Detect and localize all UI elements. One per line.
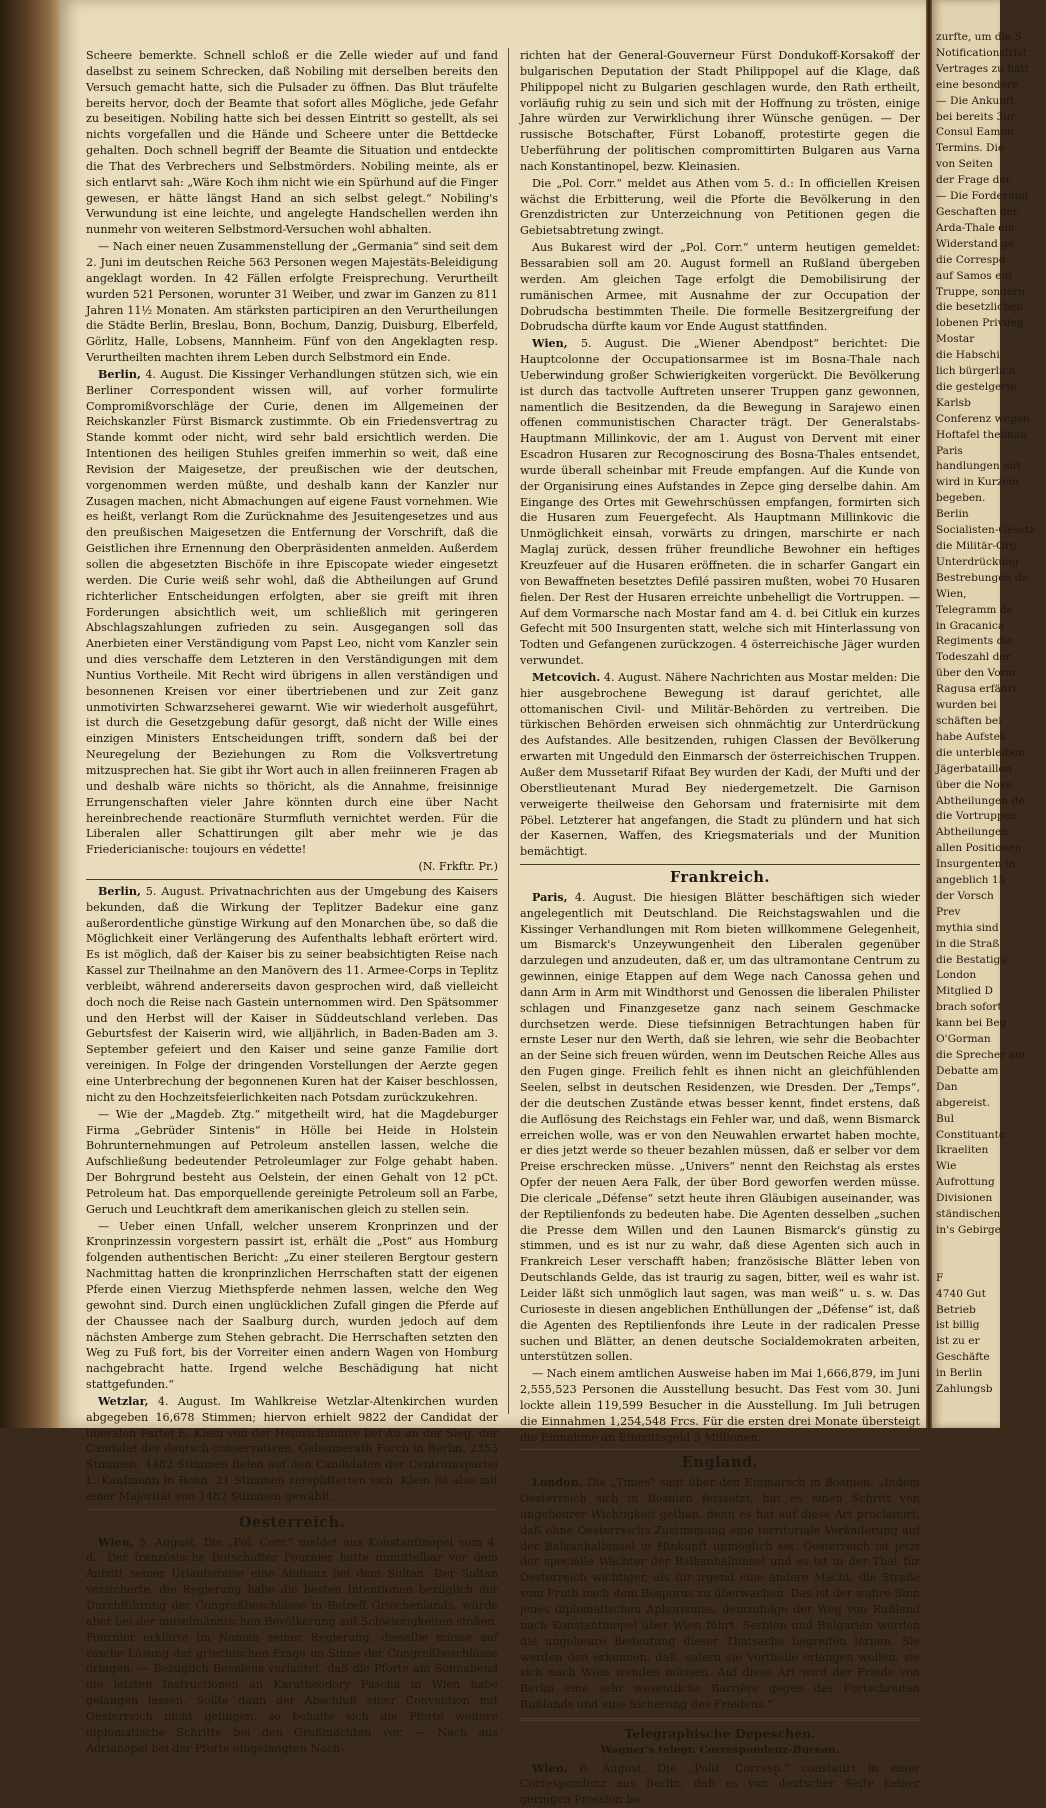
neighbor-line: O'Gorman: [936, 1033, 991, 1046]
neighbor-line: die Militär-Org: [936, 540, 1017, 552]
paragraph-text: Scheere bemerkte. Schnell schloß er die Zelle wieder auf und fand daselbst zu seinem Schrecken, daß Nobiling mit derselben bereits den Versuch gemacht hatte, sich die Pulsader zu öffnen. Das Blut träufelte bereits hervor, doch der Beamte that sofort alles Mögliche, jede Gefahr zu beseitigen. Nobiling hatte sich bei dessen Eintritt so gestellt, als sei nichts vorgefallen und die Hände und Scheere unter die Bettdecke gehalten. Doch schnell begriff der Beamte die Situation und entdeckte die That des Verbrechers und Selbstmörders. Nobiling meinte, als er sich entlarvt sah: „Wäre Koch ihm nicht wie ein Spürhund auf die Finger gewesen, er hätte längst Hand an sich selbst gelegt.“ Nobiling's Verwundung ist eine leichte, und angelegte Handschellen werden ihn nunmehr von weiteren Selbstmord-Versuchen wohl abhalten.: [86, 49, 498, 237]
section-rule: [520, 1718, 920, 1721]
neighbor-line: Wien,: [936, 587, 967, 600]
neighbor-line: angeblich 15: [936, 874, 1006, 887]
dateline: London.: [532, 1476, 583, 1490]
right-column: [520, 48, 920, 1807]
neighbor-line: ständischen: [936, 1208, 1001, 1221]
neighbor-page-edge: [932, 0, 1035, 1428]
neighbor-line: über den Vorm: [936, 667, 1016, 680]
column-rule: [508, 48, 509, 1414]
neighbor-line: 4740 Gut: [936, 1287, 986, 1300]
neighbor-line: Geschäfte: [936, 1351, 990, 1364]
source-citation: [86, 859, 498, 875]
neighbor-line: Paris: [936, 444, 963, 457]
neighbor-line: die Bestatigu: [936, 953, 1008, 966]
neighbor-line: — Die Forderung: [936, 190, 1029, 203]
neighbor-line: Telegramm de: [936, 603, 1013, 616]
neighbor-line: — Die Ankunft: [936, 94, 1015, 107]
neighbor-line: Truppe, sondern: [936, 285, 1026, 298]
article-paragraph: [86, 1394, 498, 1505]
neighbor-line: Ragusa erfährt: [936, 683, 1017, 696]
neighbor-line: habe Aufstell: [936, 730, 1007, 743]
neighbor-line: ist billig: [936, 1319, 980, 1332]
section-rule: [86, 879, 498, 880]
paragraph-text: — Nach einer neuen Zusammenstellung der „Germania“ sind seit dem 2. Juni im deutschen Reiche 563 Personen wegen Majestäts-Beleidigung angeklagt worden. In 42 Fällen erfolgte Freisprechung. Verurtheilt wurden 521 Personen, worunter 31 Weiber, und zwar im Ganzen zu 811 Jahren 11½ Monaten. Am stärksten participiren an den Verurtheilungen die Städte Berlin, Breslau, Bonn, Bochum, Danzig, Duisburg, Elberfeld, Görlitz, Halle, Lobsens, Mannheim. Fünf von den Angeklagten resp. Verurtheilten machten ihrem Leben durch Selbstmord ein Ende.: [86, 240, 498, 365]
article-paragraph: [86, 1107, 498, 1218]
neighbor-line: die Habschi: [936, 349, 1000, 362]
neighbor-line: Widerstand ge: [936, 237, 1015, 250]
neighbor-line: in's Gebirge: [936, 1223, 1001, 1236]
paragraph-text: Die „Pol. Corr.“ meldet aus Athen vom 5. d.: In officiellen Kreisen wächst die Erbitterung, weil die Pforte die Bevölkerung in den Grenzdistricten zur Unterzeichnung von Petitionen gegen die Gebietsabtretung zwingt.: [520, 176, 920, 238]
article-paragraph: [86, 1535, 498, 1757]
neighbor-line: Berlin: [936, 508, 969, 521]
article-paragraph: [86, 48, 498, 238]
section-rule: [520, 864, 920, 865]
neighbor-line: Todeszahl der: [936, 651, 1011, 664]
paragraph-text: (N. Frkftr. Pr.): [418, 860, 498, 874]
article-paragraph: [86, 884, 498, 1106]
neighbor-line: Prev: [936, 905, 961, 918]
neighbor-line: London: [936, 969, 977, 982]
neighbor-line: Geschaften der: [936, 205, 1018, 218]
paragraph-text: 5. August. Die „Pol. Corr.“ meldet aus Konstantinopel vom 4. d.: Der französische Botschafter Fournier hatte unmittelbar vor dem Antritt seiner Urlaubsreise eine Audienz bei dem Sultan. Der Sultan versicherte, die Regierung habe die besten Intentionen bezüglich der Durchführung der Congreßbeschlüsse in Betreff Griechenlands, würde aber bei der muselmännischen Bevölkerung auf Schwierigkeiten stoßen. Fournier erklärte im Namen seiner Regierung, dieselbe müsse auf rasche Lösung der griechischen Frage im Sinne der Congreßbeschlüsse dringen. — Bezüglich Bosniens verlautet, daß die Pforte am Sonnabend die letzten Instructionen an Karatheodory Pascha in Wien habe gelangen lassen. Sollte dann der Abschluß einer Convention mit Oesterreich nicht gelingen, so behalte sich die Pforte weitere diplomatische Schritte bei den Großmächten vor. — Nach aus Adrianopel bei der Pforte eingelangten Nach-: [86, 1535, 498, 1755]
neighbor-line: in Berlin: [936, 1367, 983, 1380]
paragraph-text: 6. August. Die „Polit. Corresp.“ constatirt in einer Correspondenz aus Berlin, daß es von deutscher Seite keiner geringen Pression be: [520, 1761, 920, 1807]
newspaper-page: [60, 0, 926, 1807]
neighbor-line: Mostar: [936, 333, 975, 346]
neighbor-line: brach sofort: [936, 1001, 1002, 1014]
article-paragraph: [520, 1475, 920, 1713]
dateline: Paris,: [532, 890, 568, 904]
neighbor-line: Termins. Die: [936, 142, 1005, 155]
neighbor-line: Hoftafel theilnah: [936, 428, 1028, 441]
neighbor-line: Notificationsfrist: [936, 46, 1027, 59]
neighbor-line: Debatte am: [936, 1064, 999, 1077]
paragraph-text: 5. August. Privatnachrichten aus der Umgebung des Kaisers bekunden, daß die Wirkung der Teplitzer Badekur eine ganz außerordentliche günstige Wirkung auf den Monarchen übe, so daß die Möglichkeit einer Verlängerung des Aufenthalts lebhaft erörtert wird. Es ist möglich, daß der Kaiser bis zu seiner beabsichtigten Reise nach Kassel zur Theilnahme an den Manövern des 11. Armee-Corps in Teplitz verbleibt, während andererseits davon gesprochen wird, daß vielleicht doch noch die Reise nach Gastein unternommen wird. Den Spätsommer und den Herbst will der Kaiser in Süddeutschland verleben. Das Geburtsfest der Kaiserin wird, wie alljährlich, in Baden-Baden am 3. September gefeiert und den Kaiser und seine ganze Familie dort vereinigen. In Folge der dringenden Vorstellungen der Aerzte gegen eine Unterbrechung der begonnenen Kuren hat der Kaiser beschlossen, nicht zu den Hochzeitsfeierlichkeiten nach Potsdam zurückzukehren.: [86, 884, 498, 1104]
neighbor-line: Jägerbataillon: [936, 762, 1012, 775]
paragraph-text: Aus Bukarest wird der „Pol. Corr.“ unterm heutigen gemeldet: Bessarabien soll am 20. August formell an Rußland übergeben werden. Am gleichen Tage erfolgt die Demobilisirung der rumänischen Armee, mit Ausnahme der zur Occupation der Dobrudscha bestimmten Theile. Die formelle Besitzergreifung der Dobrudscha dürfte kaum vor Ende August stattfinden.: [520, 241, 920, 334]
telegram-heading: Telegraphische Depeschen.: [624, 1725, 816, 1741]
neighbor-line: Zahlungsb: [936, 1383, 993, 1396]
paragraph-text: Die „Times“ sagt über den Einmarsch in Bosnien: „Indem Oesterreich sich in Bosnien festsetzt, hat es einen Schritt von ungeheurer Wichtigkeit gethan, denn es hat auf diese Art proclamirt, daß ohne Oesterreichs Zustimmung eine territoriale Veränderung auf der Balkanhalbinsel in Hinkunft unmöglich sei. Oesterreich ist jetzt der specielle Wächter der Balkanhalbinsel und es ist in der That für Oesterreich wichtiger, als für irgend eine andere Macht, die Straße vom Pruth nach dem Bosporus zu überwachen. Das ist der wahre Sinn jenes diplomatischen Aphorismus, demzufolge der Weg von Rußland nach Konstantinopel über Wien führt. Serbien und Bulgarien werden die ungeheure Bedeutung dieser Thatsache begreifen lernen. Sie werden den erkennen, daß, sofern sie Vortheile erlangen wollen, sie sich nach Wien wenden müssen. Auf diese Art wird der Friede von Berlin eine sehr wesentliche Barrière gegen das Fortschreiten Rußlands und eine Sicherung des Friedens.“: [520, 1476, 920, 1712]
neighbor-line: Ikraeliten: [936, 1144, 989, 1157]
neighbor-line: Arda-Thale ein: [936, 221, 1015, 234]
neighbor-line: Abtheilungen de: [936, 794, 1025, 807]
neighbor-line: Abtheilungen: [936, 826, 1009, 839]
telegram-bureau: Wagner's telegr. Correspondenz-Bureau.: [600, 1743, 840, 1756]
neighbor-line: lobenen Privileg: [936, 317, 1024, 330]
paragraph-text: 4. August. Nähere Nachrichten aus Mostar melden: Die hier ausgebrochene Bewegung ist darauf gerichtet, alle ottomanischen Civil- und Militär-Behörden zu vertreiben. Die türkischen Behörden erweisen sich ohnmächtig zur Unterdrückung des Aufstandes. Alle besitzenden, ruhigen Classen der Bevölkerung erwarten mit Ungeduld den Einmarsch der österreichischen Truppen. Außer dem Mussetarif Rifaat Bey wurden der Kadi, der Mufti und der Oberstlieutenant Murad Bey niedergemetzelt. Die Garnison verweigerte theilweise den Gehorsam und fraternisirte mit dem Pöbel. Letzterer hat angefangen, die Stadt zu plündern und hat sich der Kasernen, Waffen, des Kriegsmaterials und der Munition bemächtigt.: [520, 670, 920, 859]
section-heading: Frankreich.: [670, 869, 770, 887]
neighbor-line: bei bereits 3ur: [936, 110, 1016, 123]
neighbor-line: begeben.: [936, 492, 986, 505]
book-spine: [0, 0, 60, 1428]
neighbor-line: kann bei Beg: [936, 1017, 1007, 1030]
article-paragraph: [520, 176, 920, 239]
neighbor-line: die Sprecher am: [936, 1049, 1025, 1061]
neighbor-line: ist zu er: [936, 1335, 980, 1348]
article-paragraph: [520, 1366, 920, 1445]
neighbor-line: der Vorsch: [936, 889, 994, 902]
neighbor-line: auf Samos ein: [936, 269, 1012, 282]
dateline: Metcovich.: [532, 670, 601, 684]
neighbor-line: Insurgenten in: [936, 858, 1016, 871]
neighbor-line: Divisionen: [936, 1192, 993, 1205]
neighbor-line: abgereist.: [936, 1096, 990, 1109]
article-paragraph: [86, 367, 498, 858]
neighbor-line: über die Nove: [936, 778, 1013, 791]
article-paragraph: [520, 670, 920, 860]
neighbor-line: Dan: [936, 1080, 958, 1093]
neighbor-line: Aufrottung: [936, 1176, 995, 1189]
neighbor-line: die gestelgerte: [936, 380, 1017, 393]
section-heading: Oesterreich.: [238, 1513, 346, 1531]
neighbor-line: in Gracanica: [936, 619, 1005, 632]
neighbor-line: zurfte, um die S: [936, 31, 1022, 43]
article-paragraph: [520, 336, 920, 669]
neighbor-line: die unterbleiben: [936, 746, 1025, 759]
neighbor-line: Karlsb: [936, 396, 971, 409]
neighbor-line: Regiments die: [936, 635, 1014, 648]
section-heading: England.: [681, 1454, 759, 1472]
neighbor-line: wurden bei: [936, 699, 997, 712]
paragraph-text: 4. August. Die Kissinger Verhandlungen stützen sich, wie ein Berliner Correspondent wissen will, auf vorher formulirte Compromißvorschläge der Curie, denen im Allgemeinen der Reichskanzler Fürst Bismarck zustimmte. Ob ein Friedensvertrag zu Stande kommt oder nicht, wird sehr bald ersichtlich werden. Die Intentionen des heiligen Stuhles greifen immerhin so weit, daß eine Revision der Maigesetze, der preußischen wie der deutschen, vorgenommen werden müßte, und deshalb kann der Kanzler nur Zusagen machen, nicht Abmachungen auf eigene Faust vornehmen. Wie es heißt, verlangt Rom die Zurücknahme des Jesuitengesetzes und aus den preußischen Maigesetzen die Entfernung der Vorschrift, daß die Geistlichen ihre Ernennung den Oberpräsidenten anmelden. Außerdem sollen die abgesetzten Bischöfe in ihre Episcopate wieder eingesetzt werden. Die Curie weiß sehr wohl, daß die Abtheilungen auf Grund richterlicher Entscheidungen erfolgten, aber sie greift mit ihren Forderungen absichtlich weit, um schließlich mit geringeren Abschlagszahlungen zufrieden zu sein. Ausgegangen soll das Anerbieten einer Verständigung vom Papst Leo, nicht vom Kanzler sein und dies verschaffe dem Letzteren in den Verständigungen mit dem Nuntius Vortheile. Mit Recht wird übrigens in allen verständigen und besonnenen Kreisen vor einer übertriebenen und zur Zeit ganz unmotivirten Schwarzseherei gewarnt. Wie wir wiederholt ausgeführt, ist durch die Gesetzgebung dafür gesorgt, daß nicht der Wille eines einzigen Ministers Entscheidungen trifft, sondern daß bei der Neuregelung der Beziehungen zu Rom die Volksvertretung mitzusprechen hat. Sie gibt ihr Wort auch in allen freiinneren Fragen ab und deshalb wäre nichts so thöricht, als die Annahme, freisinnige Errungenschaften vieler Jahre könnten durch eine über Nacht hereinbrechende reactionäre Sturmfluth vernichtet werden. Für die Liberalen aller Schattirungen gilt aber mehr wie je das Friedericianische: toujours en védette!: [86, 367, 498, 857]
neighbor-line: in die Straß: [936, 937, 1000, 950]
dateline: Wien,: [98, 1535, 134, 1549]
neighbor-line: Mitglied D: [936, 985, 993, 998]
neighbor-line: allen Positionen: [936, 842, 1022, 855]
section-rule: [86, 1509, 498, 1510]
neighbor-line: lich bürgerlich: [936, 365, 1016, 378]
neighbor-line: Unterdrückung: [936, 555, 1019, 568]
paragraph-text: — Wie der „Magdeb. Ztg.“ mitgetheilt wird, hat die Magdeburger Firma „Gebrüder Sintenis“ in Hölle bei Heide in Holstein Bohrunternehmungen auf Petroleum anstellen lassen, welche die Aufschließung bedeutender Petroleumlager zur Folge gehabt haben. Der Bohrgrund besteht aus Oelstein, der einen Gehalt von 12 pCt. Petroleum hat. Das emporquellende gereinigte Petroleum soll an Farbe, Geruch und Leuchtkraft dem amerikanischen gleich zu stellen sein.: [86, 1107, 498, 1216]
neighbor-column-text: [936, 30, 1046, 1398]
neighbor-line: die besetzlichen: [936, 301, 1024, 314]
paragraph-text: — Nach einem amtlichen Ausweise haben im Mai 1,666,879, im Juni 2,555,523 Personen die Ausstellung besucht. Das Fest vom 30. Juni lockte allein 119,599 Besucher in die Ausstellung. Im Juli betrugen die Einnahmen 1,254,548 Frcs. Für die ersten drei Monate übersteigt die Einnahme an Eintrittsgeld 5 Millionen.: [520, 1367, 920, 1444]
paragraph-text: richten hat der General-Gouverneur Fürst Dondukoff-Korsakoff der bulgarischen Deputation der Stadt Philippopel auf die Klage, daß Philippopel nicht zu Bulgarien geschlagen wurde, den Rath ertheilt, vorläufig ruhig zu sein und sich mit der Hoffnung zu trösten, einige Jahre würden zur Verwirklichung ihrer Wünsche genügen. — Der russische Botschafter, Fürst Lobanoff, protestirte gegen die Ueberführung der politischen compromittirten Bulgaren aus Varna nach Konstantinopel, bezw. Kleinasien.: [520, 49, 920, 173]
neighbor-line: Bul: [936, 1112, 954, 1125]
neighbor-line: Conferenz wegen: [936, 412, 1030, 425]
neighbor-line: handlungen mit: [936, 460, 1021, 473]
paragraph-text: 4. August. Die hiesigen Blätter beschäftigen sich wieder angelegentlich mit Deutschland. Die Reichstagswahlen und die Kissinger Verhandlungen mit Rom bieten willkommene Gelegenheit, um Bismarck's Unzeywungenheit den Liberalen gegenüber darzulegen und anzudeuten, daß er, um das ultramontane Centrum zu gewinnen, einige Etappen auf dem Wege nach Canossa gehen und dann Arm in Arm mit Windthorst und Genossen die liberalen Philister schlagen und Finanzgesetze ganz nach seinem Geschmacke durchsetzen werde. Diese tiefsinnigen Betrachtungen haben für ernste Leser nur den Werth, daß sie lehren, wie sehr die Beobachter an der Seine sich freuen würden, wenn im Deutschen Reiche Alles aus den Fugen ginge. Freilich fehlt es ihnen nicht an gleichfühlenden Seelen, selbst in deutschen Residenzen, wie Dresden. Der „Temps“, der die deutschen Zustände etwas besser kennt, findet erstens, daß die Auflösung des Reichstags ein Fehler war, und daß, wenn Bismarck erreichen wolle, was er von den Neuwahlen erwartet haben mochte, er dies jetzt werde so theuer bezahlen müssen, daß er selber vor dem Preise erschrecken müsse. „Univers“ nennt den Reichstag als erstes Opfer der neuen Aera Falk, der über Bord geworfen werden müsse. Die clericale „Défense“ setzt heute ihren Gläubigen auseinander, was der Reptilienfonds zu bedeuten habe. Die Agenten desselben „suchen die Presse dem Willen und den Launen Bismarck's günstig zu stimmen, und es ist nur zu wahr, daß diese Agenten sich auch in Frankreich Leser verschafft haben; französische Blätter leben von Deutschlands Gelde, das ist traurig zu sagen, bitter, weil es wahr ist. Leider läßt sich unmöglich laut sagen, was man weiß“ u. s. w. Das Curioseste in diesen angeblichen Enthüllungen der „Défense“ ist, daß die Agenten des Reptilienfonds ihre Leute in der radicalen Presse suchen und Blätter, an denen deutsche Socialdemokraten arbeiten, unterstützen sollen.: [520, 890, 920, 1364]
neighbor-line: die Vortruppen: [936, 810, 1017, 823]
neighbor-line: der Frage der: [936, 174, 1011, 187]
article-paragraph: [520, 240, 920, 335]
neighbor-line: wird in Kurzem: [936, 476, 1019, 489]
neighbor-line: Socialisten-Gesetz: [936, 524, 1035, 537]
article-paragraph: [86, 239, 498, 366]
neighbor-line: Constituante: [936, 1128, 1006, 1141]
section-rule: [520, 1449, 920, 1450]
neighbor-line: Betrieb: [936, 1303, 976, 1316]
neighbor-line: eine besondere: [936, 78, 1019, 91]
neighbor-line: [936, 1239, 1046, 1255]
neighbor-line: Wie: [936, 1160, 957, 1173]
paragraph-text: 5. August. Die „Wiener Abendpost“ berichtet: Die Hauptcolonne der Occupationsarmee ist im Bosna-Thale nach Ueberwindung großer Schwierigkeiten vorgerückt. Die Bevölkerung ist durch das tactvolle Auftreten unserer Truppen ganz gewonnen, namentlich die Besitzenden, da die Bewegung in Sarajewo einen offenen communistischen Character trägt. Der Generalstabs-Hauptmann Millinkovic, der am 1. August von Dervent mit einer Escadron Husaren zur Recognoscirung des Bosna-Thales entsendet, wurde überall scheinbar mit Freude empfangen. Auf die Kunde von der Organisirung eines Aufstandes in Zepce ging derselbe dahin. Am Eingange des Ortes mit Gewehrschüssen empfangen, formirten sich die Husaren zum Feuergefecht. Als Hauptmann Millinkovic die Unmöglichkeit einsah, vorwärts zu dringen, marschirte er nach Maglaj zurück, dessen früher freundliche Bewohner ein heftiges Kreuzfeuer auf die Husaren eröffneten. die in scharfer Gangart ein von Bewaffneten besetztes Defilé passiren mußten, wobei 70 Husaren fielen. Der Rest der Husaren erreichte unbehelligt die Vortruppen. — Auf dem Vormarsche nach Mostar fand am 4. d. bei Citluk ein kurzes Gefecht mit 500 Insurgenten statt, welche sich mit Hinterlassung von Todten und Gefangenen zurückzogen. 4 österreichische Jäger wurden verwundet.: [520, 337, 920, 668]
dateline: Berlin,: [98, 884, 141, 898]
article-paragraph: [520, 48, 920, 175]
dateline: Berlin,: [98, 367, 141, 381]
article-paragraph: [520, 890, 920, 1365]
neighbor-line: die Correspo: [936, 253, 1006, 266]
dateline: Wien,: [532, 1761, 568, 1775]
article-paragraph: [86, 1219, 498, 1393]
article-paragraph: [520, 1761, 920, 1808]
neighbor-line: Consul Eamon: [936, 126, 1014, 139]
neighbor-line: von Seiten: [936, 158, 993, 171]
paragraph-text: 4. August. Im Wahlkreise Wetzlar-Altenkirchen wurden abgegeben 16,678 Stimmen; hiervon erhielt 9822 der Candidat der liberalen Partei E. Klein von der Heinrichshütte bei Au an der Sieg, der Candidat der deutsch-conservativen, Geheimerath Forch in Berlin, 2353 Stimmen; 4482 Stimmen fielen auf den Candidaten der Centrumspartei L. Kaufmann in Bonn. 21 Stimmen zersplitterten sich. Klein ist also mit einer Majorität von 1482 Stimmen gewählt.: [86, 1394, 498, 1503]
neighbor-line: Vertrages zu hätt: [936, 62, 1029, 75]
neighbor-line: mythia sind: [936, 921, 999, 934]
dateline: Wetzlar,: [98, 1394, 149, 1408]
neighbor-line: schäften bei: [936, 714, 1002, 727]
left-column: [86, 48, 498, 1755]
neighbor-line: F: [936, 1271, 944, 1284]
paragraph-text: — Ueber einen Unfall, welcher unserem Kronprinzen und der Kronprinzessin vorgestern passirt ist, erhält die „Post“ aus Homburg folgenden authentischen Bericht: „Zu einer steileren Bergtour gestern Nachmittag hatten die kronprinzlichen Herrschaften statt der eigenen Pferde einen Vierzug Miethspferde nehmen lassen, welche den Weg gewohnt sind. Durch einen unglücklichen Zufall gingen die Pferde auf der Chaussee nach der Saalburg durch, wurden jedoch auf dem nächsten Amberge zum Stehen gebracht. Die Herrschaften setzten den Weg zu Fuß fort, bis der Vorreiter einen andern Wagen von Homburg nachgebracht hatte. Irgend welche Beschädigung hat nicht stattgefunden.“: [86, 1219, 498, 1392]
neighbor-line: Bestrebungen de: [936, 571, 1028, 584]
dateline: Wien,: [532, 337, 568, 351]
neighbor-line: [936, 1255, 1046, 1271]
